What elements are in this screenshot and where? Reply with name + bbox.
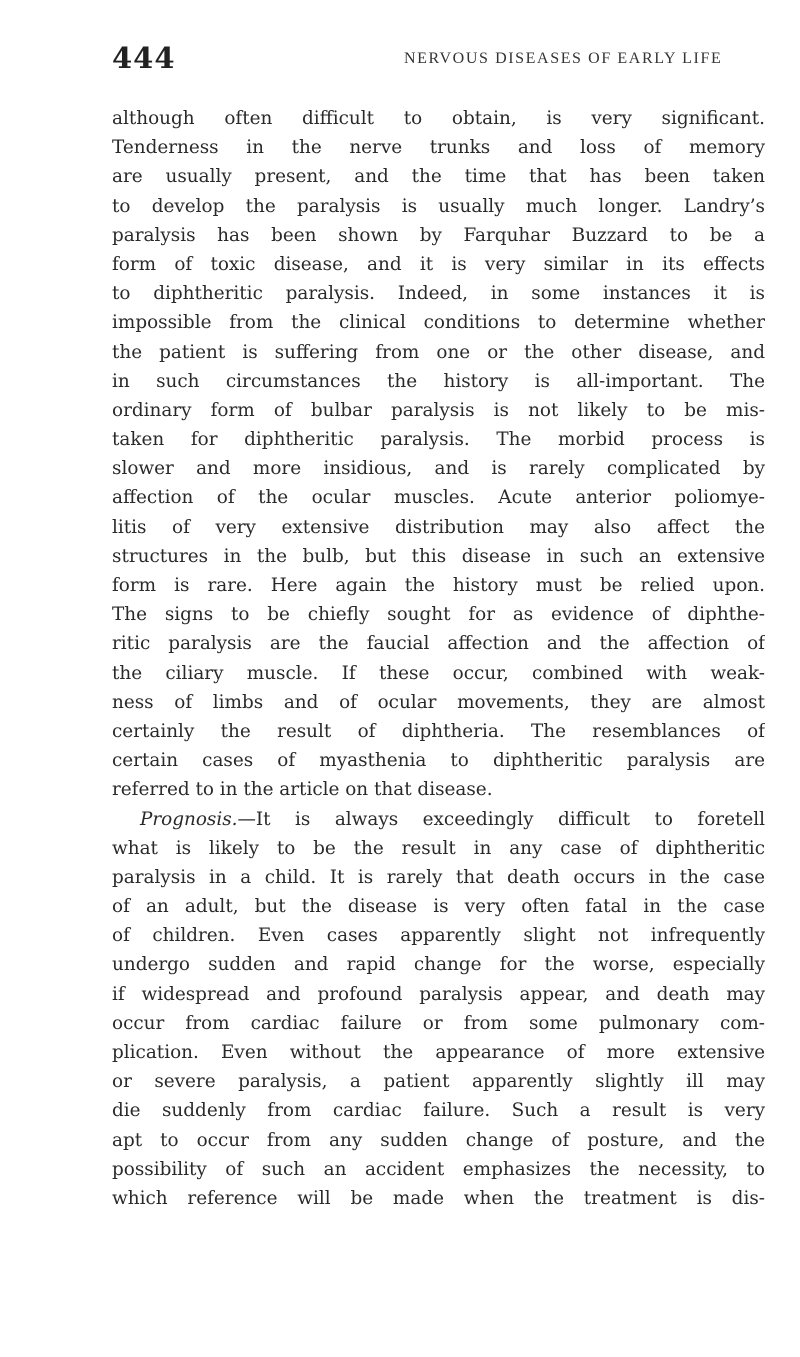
prognosis-heading: Prognosis. <box>140 808 238 830</box>
text-line: paralysis has been shown by Farquhar Buzzard to be a <box>112 224 765 246</box>
text-line: to diphtheritic paralysis. Indeed, in some instances it is <box>112 283 765 305</box>
text-line: in such circumstances the history is all-important. The <box>112 370 765 392</box>
text-line: form is rare. Here again the history must be relied upon. <box>112 575 765 596</box>
text-line: apt to occur from any sudden change of posture, and the <box>112 1129 765 1151</box>
text-line: referred to in the article on that disease. <box>112 779 493 801</box>
text-line: are usually present, and the time that has been taken <box>112 166 765 188</box>
prognosis-first-line <box>112 805 765 834</box>
text-line: undergo sudden and rapid change for the worse, especially <box>112 954 765 976</box>
text-line: impossible from the clinical conditions to determine whether <box>112 312 765 334</box>
text-line: slower and more insidious, and is rarely complicated by <box>112 458 765 480</box>
running-head: NERVOUS DISEASES OF EARLY LIFE <box>404 50 723 67</box>
text-line: form of toxic disease, and it is very similar in its effects <box>112 253 765 275</box>
text-line: litis of very extensive distribution may also affect the <box>112 516 765 538</box>
text-line: ness of limbs and of ocular movements, they are almost <box>112 691 765 713</box>
text-line: structures in the bulb, but this disease in such an extensive <box>112 545 765 567</box>
text-line: certainly the result of diphtheria. The resemblances of <box>112 720 765 742</box>
text-line: Tenderness in the nerve trunks and loss of memory <box>112 137 765 159</box>
text-line: of children. Even cases apparently slight not infrequently <box>112 925 765 947</box>
text-line: the ciliary muscle. If these occur, combined with weak- <box>112 662 765 684</box>
body-text <box>112 104 765 1213</box>
text-line: the patient is suffering from one or the other disease, and <box>112 341 765 363</box>
prognosis-first-line-text: —It is always exceedingly difficult to foretell <box>237 808 765 830</box>
text-line: although often difficult to obtain, is very significant. <box>112 108 765 129</box>
text-line: or severe paralysis, a patient apparently slightly ill may <box>112 1071 765 1093</box>
text-line: die suddenly from cardiac failure. Such a result is very <box>112 1100 765 1122</box>
page-header <box>112 40 762 76</box>
text-line: certain cases of myasthenia to diphtheritic paralysis are <box>112 750 765 772</box>
page-number: 444 <box>112 41 176 75</box>
text-line: what is likely to be the result in any case of diphtheritic <box>112 837 765 859</box>
text-line: ordinary form of bulbar paralysis is not likely to be mis- <box>112 399 765 421</box>
text-line: affection of the ocular muscles. Acute anterior poliomye- <box>112 487 765 509</box>
text-line: occur from cardiac failure or from some pulmonary com- <box>112 1012 765 1034</box>
text-line: taken for diphtheritic paralysis. The morbid process is <box>112 429 765 451</box>
text-line: paralysis in a child. It is rarely that death occurs in the case <box>112 866 765 888</box>
text-line: possibility of such an accident emphasizes the necessity, to <box>112 1158 765 1180</box>
text-line: which reference will be made when the treatment is dis- <box>112 1187 765 1209</box>
text-line: plication. Even without the appearance of more extensive <box>112 1042 765 1063</box>
text-line: of an adult, but the disease is very often fatal in the case <box>112 896 765 918</box>
text-line: if widespread and profound paralysis appear, and death may <box>112 983 765 1005</box>
text-line: to develop the paralysis is usually much longer. Landry’s <box>112 195 765 217</box>
text-line: The signs to be chiefly sought for as evidence of diphthe- <box>112 604 765 626</box>
text-line: ritic paralysis are the faucial affection and the affection of <box>112 633 765 655</box>
